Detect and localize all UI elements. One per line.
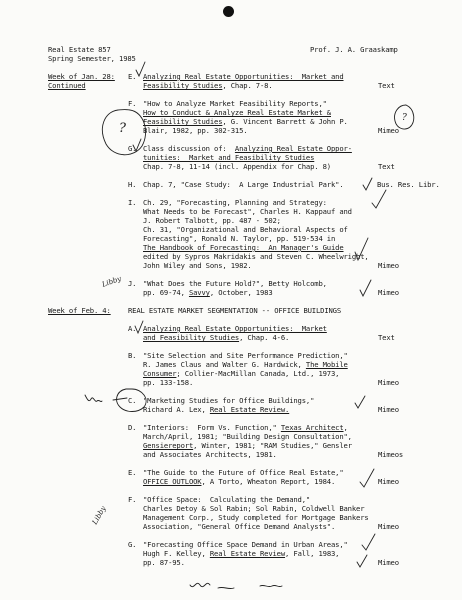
checkmark-icon — [363, 178, 372, 190]
citation-line: Ch. 29, "Forecasting, Planning and Strategy: — [143, 198, 327, 207]
citation-title: The Handbook of Forecasting: An Manager's Guide — [143, 243, 344, 252]
citation-line: and Associates Architects, 1981. — [143, 450, 277, 459]
libby-annotation: Libby — [90, 504, 108, 526]
item-letter: H. — [128, 180, 137, 189]
item-letter: F. — [128, 99, 137, 108]
citation-line: Forecasting", Ronald N. Taylor, pp. 519-534 in — [143, 234, 336, 243]
week2-label: Week of Feb. 4: — [48, 306, 111, 315]
citation-line: What Needs to be Forecast", Charles H. Kappauf and — [143, 207, 352, 216]
source-label: Mimeo — [378, 477, 399, 486]
citation-text: , Fall, 1983, — [285, 549, 340, 558]
citation-text: , Winter, 1981; "RAM Studies," Gensler — [193, 441, 352, 450]
item-letter: E. — [128, 72, 137, 81]
citation-line: edited by Sypros Makridakis and Steven C. Wheelwright, — [143, 252, 369, 261]
citation-text: , Chap. 7-8. — [222, 81, 273, 90]
citation-line: John Wiley and Sons, 1982. — [143, 261, 252, 270]
item-letter: G. — [128, 540, 137, 549]
scribble-annotation — [85, 395, 102, 402]
citation-title: Gensiereport — [143, 441, 194, 450]
item-letter: A. — [128, 324, 137, 333]
source-label: Mimeo — [378, 288, 399, 297]
citation-title: Analyzing Real Estate Opportunities: Market — [143, 324, 327, 333]
source-label: Mimeo — [378, 405, 399, 414]
citation-line: J. Robert Talbott, pp. 487 - 502; — [143, 216, 281, 225]
week1-label: Week of Jan. 28: — [48, 72, 115, 81]
checkmark-icon — [372, 190, 386, 208]
checkmark-icon — [355, 238, 368, 260]
citation-title: Savvy — [188, 288, 210, 297]
citation-text: Hugh F. Kelley, — [143, 549, 210, 558]
source-label: Mimeo — [378, 558, 399, 567]
citation-line: Blair, 1982, pp. 302-315. — [143, 126, 248, 135]
question-mark-annotation: ? — [119, 121, 126, 136]
week1-continued: Continued — [48, 81, 86, 90]
source-label: Mimeo — [378, 126, 399, 135]
citation-title: OFFICE OUTLOOK — [143, 477, 202, 486]
citation-line: Management Corp., Study completed for Mortgage Bankers — [143, 513, 369, 522]
citation-title: Analyzing Real Estate Oppor- — [234, 144, 352, 153]
citation-title: The Mobile — [305, 360, 348, 369]
item-letter: I. — [128, 198, 137, 207]
citation-line: Analyzing Real Estate Opportunities: Market and — [143, 72, 344, 81]
citation-title: and Feasibility Studies — [143, 333, 240, 342]
citation-line: Association, "General Office Demand Analysts". — [143, 522, 336, 531]
item-letter: F. — [128, 495, 137, 504]
citation-text: , G. Vincent Barrett & John P. — [222, 117, 348, 126]
source-label: Text — [378, 81, 395, 90]
citation-title: Feasibility Studies — [143, 81, 223, 90]
item-letter: C. — [128, 396, 137, 405]
citation-line: Chap. 7, "Case Study: A Large Industrial Park". — [143, 180, 344, 189]
citation-line: "Site Selection and Site Performance Prediction," — [143, 351, 348, 360]
item-letter: G. — [128, 144, 137, 153]
source-label: Mimeo — [378, 378, 399, 387]
citation-line: "Office Space: Calculating the Demand," — [143, 495, 311, 504]
citation-text: , A Torto, Wheaton Report, 1984. — [201, 477, 336, 486]
checkmark-icon — [360, 469, 374, 487]
citation-title: How to Conduct & Analyze Real Estate Market & — [143, 108, 331, 117]
citation-line: March/April, 1981; "Building Design Consultation", — [143, 432, 352, 441]
professor-name: Prof. J. A. Graaskamp — [310, 45, 398, 54]
arrow-icon — [113, 398, 127, 400]
citation-title: Real Estate Review — [209, 549, 286, 558]
citation-line: "Forecasting Office Space Demand in Urban Areas," — [143, 540, 348, 549]
checkmark-icon — [135, 321, 143, 333]
question-mark-annotation: ? — [402, 113, 407, 123]
semester: Spring Semester, 1985 — [48, 54, 136, 63]
checkmark-icon — [357, 555, 367, 567]
checkmark-icon — [362, 534, 375, 550]
checkmark-icon — [355, 396, 365, 408]
citation-title: Texas Architect — [280, 423, 344, 432]
citation-line: "Marketing Studies for Office Buildings," — [143, 396, 315, 405]
citation-text: , Chap. 4-6. — [239, 333, 290, 342]
checkmark-icon — [360, 280, 371, 296]
citation-text: R. James Claus and Walter G. Hardwick, — [143, 360, 306, 369]
citation-line: Ch. 31, "Organizational and Behavioral Aspects of — [143, 225, 348, 234]
source-label: Mimeo — [378, 522, 399, 531]
citation-line: "How to Analyze Market Feasibility Reports," — [143, 99, 327, 108]
citation-title: Real Estate Review. — [209, 405, 290, 414]
citation-line: Chap. 7-8, 11-14 (incl. Appendix for Chap. 8) — [143, 162, 331, 171]
source-label: Mimeo — [378, 261, 399, 270]
citation-line: "The Guide to the Future of Office Real Estate," — [143, 468, 344, 477]
citation-line: pp. 87-95. — [143, 558, 185, 567]
source-label: Text — [378, 162, 395, 171]
citation-line: pp. 133-158. — [143, 378, 194, 387]
item-letter: J. — [128, 279, 137, 288]
citation-line: "What Does the Future Hold?", Betty Holcomb, — [143, 279, 327, 288]
citation-text: , October, 1983 — [209, 288, 273, 297]
item-letter: D. — [128, 423, 137, 432]
citation-text: Class discussion of: — [143, 144, 235, 153]
citation-text: , — [343, 423, 348, 432]
item-letter: B. — [128, 351, 137, 360]
source-label: Bus. Res. Libr. — [377, 180, 440, 189]
scribble-annotation — [190, 583, 282, 588]
citation-text: pp. 69-74, — [143, 288, 189, 297]
citation-text: "Interiors: Form Vs. Function," — [143, 423, 281, 432]
citation-title: tunities: Market and Feasibility Studies — [143, 153, 315, 162]
source-label: Mimeos — [378, 450, 404, 459]
week2-title: REAL ESTATE MARKET SEGMENTATION -- OFFICE BUILDINGS — [128, 306, 342, 315]
citation-title: Consumer — [143, 369, 177, 378]
citation-title: Feasibility Studies — [143, 117, 223, 126]
circle-annotation — [117, 389, 146, 412]
citation-text: Richard A. Lex, — [143, 405, 210, 414]
libby-annotation: Libby — [100, 274, 123, 289]
citation-line: Charles Detoy & Sol Rabin; Sol Rabin, Coldwell Banker — [143, 504, 365, 513]
citation-text: ; Collier-MacMillan Canada, Ltd., 1973, — [176, 369, 340, 378]
course-title: Real Estate 857 — [48, 45, 111, 54]
source-label: Text — [378, 333, 395, 342]
checkmark-icon — [136, 62, 145, 76]
item-letter: E. — [128, 468, 137, 477]
